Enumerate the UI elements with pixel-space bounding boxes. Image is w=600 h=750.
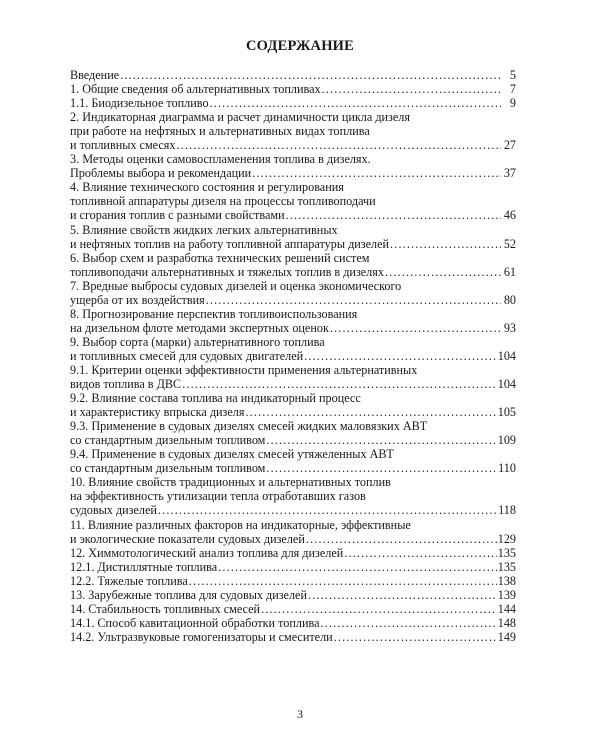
dot-leader <box>245 405 496 419</box>
toc-page-ref: 37 <box>503 166 516 181</box>
toc-entry-last-line <box>70 166 516 180</box>
toc-page-ref: 46 <box>503 208 516 223</box>
toc-entry-text: видов топлива в ДВС <box>70 377 182 392</box>
toc-entry-last-line <box>70 138 516 152</box>
toc-entry-text: со стандартным дизельным топливом <box>70 461 266 476</box>
dot-leader <box>306 532 497 546</box>
toc-entry <box>70 447 516 475</box>
toc-entry <box>70 180 516 222</box>
toc-page-ref: 135 <box>497 545 516 560</box>
toc-page-ref: 5 <box>509 68 516 82</box>
toc-entry-text: ущерба от их воздействия <box>70 292 205 307</box>
page-number: 3 <box>297 707 303 721</box>
toc-entry <box>70 363 516 391</box>
toc-page-ref: 129 <box>497 531 516 546</box>
toc-entry-line: 5. Влияние свойств жидких легких альтернативных <box>70 222 338 237</box>
dot-leader <box>218 560 497 574</box>
toc-entry-line: 9. Выбор сорта (марки) альтернативного топлива <box>70 334 325 349</box>
dot-leader <box>189 574 497 588</box>
toc-entry-text: со стандартным дизельным топливом <box>70 433 266 448</box>
toc-entry <box>70 223 516 251</box>
toc-entry-text: и нефтяных топлив на работу топливной аппаратуры дизелей <box>70 236 390 251</box>
dot-leader <box>322 82 501 96</box>
toc-entry-text: и топливных смесей для судовых двигателей <box>70 348 304 363</box>
toc-entry-line: 2. Индикаторная диаграмма и расчет динамичности цикла дизеля <box>70 110 410 125</box>
dot-leader <box>334 630 497 644</box>
toc-page-ref: 52 <box>503 236 516 251</box>
toc-entry <box>70 560 516 574</box>
toc-entry <box>70 68 516 82</box>
toc-entry-last-line <box>70 68 516 82</box>
toc-entry <box>70 152 516 180</box>
toc-entry-last-line <box>70 574 516 588</box>
toc-entry <box>70 82 516 96</box>
toc-page-ref: 148 <box>497 615 516 630</box>
toc-entry-last-line <box>70 616 516 630</box>
toc-entry-last-line <box>70 265 516 279</box>
toc-entry-last-line <box>70 405 516 419</box>
toc-entry-line: 9.4. Применение в судовых дизелях смесей утяжеленных АВТ <box>70 447 394 462</box>
toc-entry-line: при работе на нефтяных и альтернативных видах топлива <box>70 124 370 139</box>
toc-page-ref: 118 <box>498 503 516 518</box>
toc-entry <box>70 546 516 560</box>
toc-entry <box>70 391 516 419</box>
toc-page-ref: 149 <box>497 629 516 644</box>
dot-leader <box>390 237 501 251</box>
toc-page-ref: 105 <box>497 405 516 420</box>
toc-entry-last-line <box>70 532 516 546</box>
toc-entry <box>70 602 516 616</box>
toc-entry-last-line <box>70 433 516 447</box>
toc-entry <box>70 110 516 152</box>
toc-entry-text: и топливных смесях <box>70 138 176 153</box>
toc-entry <box>70 307 516 335</box>
toc-entry-text: 12. Химмотологический анализ топлива для дизелей <box>70 545 344 560</box>
toc-entry-line: 9.3. Применение в судовых дизелях смесей жидких маловязких АВТ <box>70 419 428 434</box>
toc-entry-last-line <box>70 546 516 560</box>
toc-entry-text: и характеристику впрыска дизеля <box>70 405 245 420</box>
toc-entry-last-line <box>70 321 516 335</box>
toc-entry-line: 7. Вредные выбросы судовых дизелей и оценка экономического <box>70 278 402 293</box>
toc-entry <box>70 279 516 307</box>
toc-page-ref: 139 <box>497 587 516 602</box>
toc-entry <box>70 251 516 279</box>
toc-entry-line: 11. Влияние различных факторов на индикаторные, эффективные <box>70 517 411 532</box>
dot-leader <box>177 138 501 152</box>
table-of-contents <box>70 68 516 644</box>
toc-entry-last-line <box>70 208 516 222</box>
dot-leader <box>344 546 496 560</box>
toc-entry-last-line <box>70 602 516 616</box>
toc-entry-line: топливной аппаратуры дизеля на процессы топливоподачи <box>70 194 376 209</box>
dot-leader <box>261 602 497 616</box>
toc-page-ref: 109 <box>497 433 516 448</box>
page-title: СОДЕРЖАНИЕ <box>245 38 355 54</box>
toc-entry-line: 6. Выбор схем и разработка технических решений систем <box>70 250 370 265</box>
toc-entry-last-line <box>70 293 516 307</box>
dot-leader <box>120 68 501 82</box>
dot-leader <box>266 461 497 475</box>
dot-leader <box>182 377 497 391</box>
toc-entry-text: 14.2. Ультразвуковые гомогенизаторы и смесители <box>70 629 333 644</box>
toc-page-ref: 93 <box>503 320 516 335</box>
dot-leader <box>210 96 501 110</box>
toc-page-ref: 110 <box>498 461 516 476</box>
dot-leader <box>206 293 501 307</box>
toc-entry-text: 13. Зарубежные топлива для судовых дизелей <box>70 587 307 602</box>
toc-entry-text: топливоподачи альтернативных и тяжелых топлив в дизелях <box>70 264 384 279</box>
toc-entry-last-line <box>70 96 516 110</box>
toc-entry-text: 12.2. Тяжелые топлива <box>70 573 188 588</box>
toc-page-ref: 138 <box>497 573 516 588</box>
toc-page-ref: 104 <box>497 377 516 392</box>
dot-leader <box>308 588 497 602</box>
toc-entry-text: 1.1. Биодизельное топливо <box>70 96 209 111</box>
toc-page-ref: 27 <box>503 138 516 153</box>
toc-entry <box>70 96 516 110</box>
toc-entry <box>70 475 516 517</box>
dot-leader <box>158 503 497 517</box>
dot-leader <box>385 265 501 279</box>
toc-entry-last-line <box>70 237 516 251</box>
toc-entry-line: 9.2. Влияние состава топлива на индикаторный процесс <box>70 391 361 406</box>
toc-entry-text: на дизельном флоте методами экспертных оценок <box>70 320 329 335</box>
toc-entry-text: и сгорания топлив с разными свойствами <box>70 208 285 223</box>
toc-entry-line: 4. Влияние технического состояния и регулирования <box>70 180 344 195</box>
dot-leader <box>330 321 501 335</box>
toc-page-ref: 144 <box>497 601 516 616</box>
toc-page-ref: 135 <box>497 559 516 574</box>
toc-entry-text: 1. Общие сведения об альтернативных топливах <box>70 82 321 97</box>
toc-entry-text: Введение <box>70 68 120 82</box>
toc-entry-text: 14. Стабильность топливных смесей <box>70 601 261 616</box>
toc-entry-last-line <box>70 588 516 602</box>
toc-entry <box>70 588 516 602</box>
dot-leader <box>266 433 496 447</box>
toc-entry-text: и экологические показатели судовых дизелей <box>70 531 305 546</box>
toc-entry-text: 12.1. Дистиллятные топлива <box>70 559 218 574</box>
toc-entry-last-line <box>70 82 516 96</box>
toc-entry <box>70 335 516 363</box>
toc-page-ref: 9 <box>509 96 516 111</box>
toc-page-ref: 7 <box>509 82 516 97</box>
dot-leader <box>252 166 501 180</box>
toc-entry-last-line <box>70 503 516 517</box>
toc-entry <box>70 574 516 588</box>
toc-page-ref: 61 <box>503 264 516 279</box>
toc-entry-text: 14.1. Способ кавитационной обработки топлива <box>70 615 320 630</box>
toc-entry <box>70 616 516 630</box>
toc-entry-last-line <box>70 560 516 574</box>
toc-page-ref: 80 <box>503 292 516 307</box>
toc-entry-last-line <box>70 377 516 391</box>
toc-entry <box>70 518 516 546</box>
toc-entry-line: на эффективность утилизации тепла отработавших газов <box>70 489 366 504</box>
toc-entry-last-line <box>70 349 516 363</box>
dot-leader <box>286 208 501 222</box>
toc-entry-line: 8. Прогнозирование перспектив топливоиспользования <box>70 306 358 321</box>
dot-leader <box>304 349 497 363</box>
toc-entry-last-line <box>70 630 516 644</box>
toc-entry-line: 3. Методы оценки самовоспламенения топлива в дизелях. <box>70 152 371 167</box>
toc-entry-line: 10. Влияние свойств традиционных и альтернативных топлив <box>70 475 391 490</box>
toc-entry <box>70 630 516 644</box>
dot-leader <box>321 616 497 630</box>
toc-entry-line: 9.1. Критерии оценки эффективности применения альтернативных <box>70 362 418 377</box>
toc-entry-text: судовых дизелей <box>70 503 157 518</box>
toc-entry-text: Проблемы выбора и рекомендации <box>70 166 252 181</box>
toc-entry-last-line <box>70 461 516 475</box>
toc-entry <box>70 419 516 447</box>
toc-page-ref: 104 <box>497 348 516 363</box>
